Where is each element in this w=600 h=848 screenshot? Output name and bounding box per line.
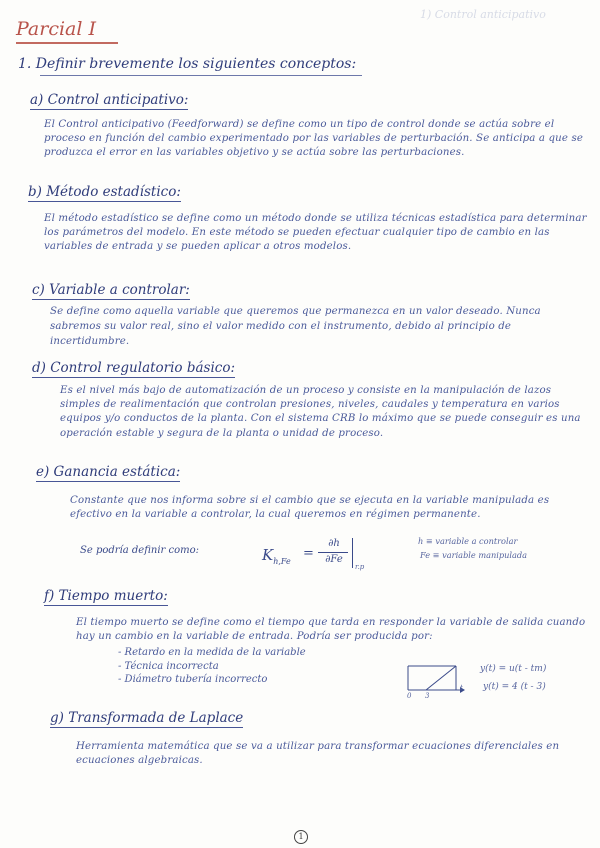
- section-g-body: Herramienta matemática que se va a utilizar para transformar ecuaciones diferenciales en ecuaciones algebraicas.: [76, 741, 560, 767]
- gain-denominator: ∂Fe: [325, 554, 343, 565]
- section-b-heading: b) Método estadístico:: [28, 184, 181, 200]
- tick-3: 3: [425, 692, 430, 700]
- section-c-body: Se define como aquella variable que queremos que permanezca en un valor deseado. Nunca sabremos su valor real, sino el valor medido con el instrumento, debido al principio de incertidumbre.: [50, 306, 541, 347]
- dead-time-causes: [118, 646, 368, 687]
- gain-k-symbol: $K_{h,Fe}$: [262, 546, 291, 566]
- section-a-heading: a) Control anticipativo:: [30, 92, 189, 108]
- title-underline: [16, 42, 118, 44]
- legend-fe: Fe ≡ variable manipulada: [420, 550, 528, 560]
- tick-0: 0: [407, 692, 412, 700]
- fraction-bar: [318, 552, 348, 553]
- section-c-heading: c) Variable a controlar:: [32, 282, 190, 298]
- gain-intro: Se podría definir como:: [80, 545, 199, 556]
- dead-time-eq1: y(t) = u(t - tm): [480, 664, 547, 674]
- page-title: Parcial I: [16, 18, 97, 40]
- dead-time-eq2: y(t) = 4 (t - 3): [483, 682, 546, 692]
- gain-eval-subscript: r.p: [355, 563, 365, 571]
- bleed-through-text: 1) Control anticipativo: [420, 8, 546, 21]
- cause-item: - Diámetro tubería incorrecto: [118, 674, 268, 685]
- section-g-heading: g) Transformada de Laplace: [50, 710, 244, 726]
- section-f-heading: f) Tiempo muerto:: [44, 588, 168, 604]
- section-e-body: Constante que nos informa sobre si el cambio que se ejecuta en la variable manipulada es efectivo en la variable a controlar, la cual queremos en régimen permanente.: [70, 495, 550, 521]
- section-a-body: El Control anticipativo (Feedforward) se define como un tipo de control donde se actúa sobre el proceso en función del cambio experimentado por las variables de perturbación. Se anticipa a que se produzca el error en las variables objetivo y se actúa sobre las perturbaciones.: [44, 119, 584, 159]
- cause-item: - Retardo en la medida de la variable: [118, 647, 306, 658]
- axis-t-label: t: [460, 684, 463, 692]
- page-number: 1: [294, 830, 308, 844]
- question-underline: [40, 75, 362, 76]
- section-e-heading: e) Ganancia estática:: [36, 464, 181, 480]
- cause-item: - Técnica incorrecta: [118, 660, 219, 672]
- section-d-heading: d) Control regulatorio básico:: [32, 360, 236, 376]
- legend-h: h ≡ variable a controlar: [418, 536, 518, 546]
- section-d-body: Es el nivel más bajo de automatización de un proceso y consiste en la manipulación de lazos simples de realimentación que controlan presiones, niveles, caudales y temperatura en varios equipos y/o conductos de la planta. Con el sistema CRB lo máximo que se puede conseguir es una operación estable y segura de la planta o unidad de proceso.: [60, 385, 581, 439]
- gain-numerator: ∂h: [328, 538, 340, 549]
- question-heading: 1. Definir brevemente los siguientes conceptos:: [18, 56, 357, 72]
- section-b-body: El método estadístico se define como un método donde se utiliza técnicas estadística para determinar los parámetros del modelo. En este método se pueden efectuar cualquier tipo de cambio en las variables de entrada y se pueden aplicar a otros modelos.: [44, 213, 587, 253]
- evaluation-bar: [352, 538, 353, 568]
- gain-equals: =: [303, 546, 314, 561]
- section-f-body: El tiempo muerto se define como el tiempo que tarda en responder la variable de salida cuando hay un cambio en la variable de entrada. Podría ser producida por:: [76, 617, 586, 643]
- sketch-response-line: [408, 666, 456, 690]
